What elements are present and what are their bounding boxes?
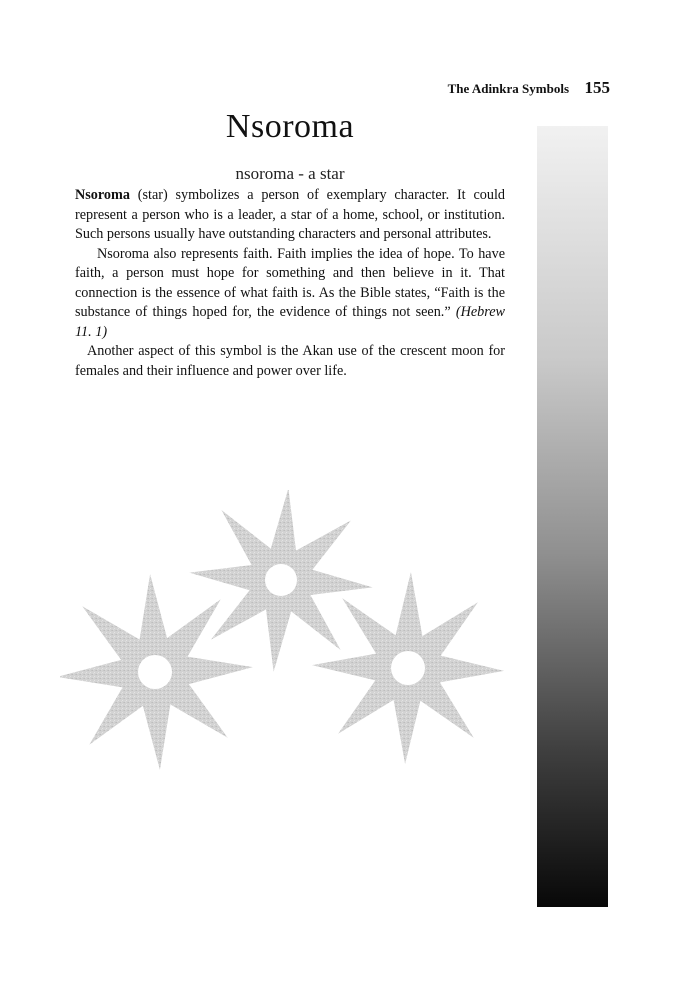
bible-citation: (Hebrew 11. 1) xyxy=(75,304,505,340)
paragraph-3 xyxy=(75,342,505,381)
paragraph-1-text: (star) symbolizes a person of exemplary character. It could represent a person who is a leader, a star of a home, school, or institution. Such persons usually have outstanding characters and personal attributes. xyxy=(75,187,505,242)
nsoroma-stars-illustration xyxy=(60,490,520,770)
paragraph-2 xyxy=(75,245,505,343)
page-title: Nsoroma xyxy=(225,108,355,145)
body-text xyxy=(75,186,505,381)
page-subtitle: nsoroma - a star xyxy=(235,164,345,183)
section-title: The Adinkra Symbols xyxy=(447,81,569,96)
page-edge-gradient-bar xyxy=(537,126,608,907)
page-number: 155 xyxy=(584,78,610,97)
star-icon-left xyxy=(60,574,253,770)
star-icon-right xyxy=(312,572,504,764)
paragraph-1 xyxy=(75,186,505,245)
paragraph-3-text: Another aspect of this symbol is the Akan use of the crescent moon for females and their influence and power over life. xyxy=(75,343,505,379)
term-bold: Nsoroma xyxy=(75,187,130,203)
running-head xyxy=(380,78,610,98)
paragraph-2-text: Nsoroma also represents faith. Faith implies the idea of hope. To have faith, a person must hope for something and then believe in it. That connection is the essence of what faith is. As the Bible states, “Faith is the substance of things hoped for, the evidence of things not seen.” xyxy=(75,245,505,320)
star-icon-top xyxy=(189,490,372,672)
